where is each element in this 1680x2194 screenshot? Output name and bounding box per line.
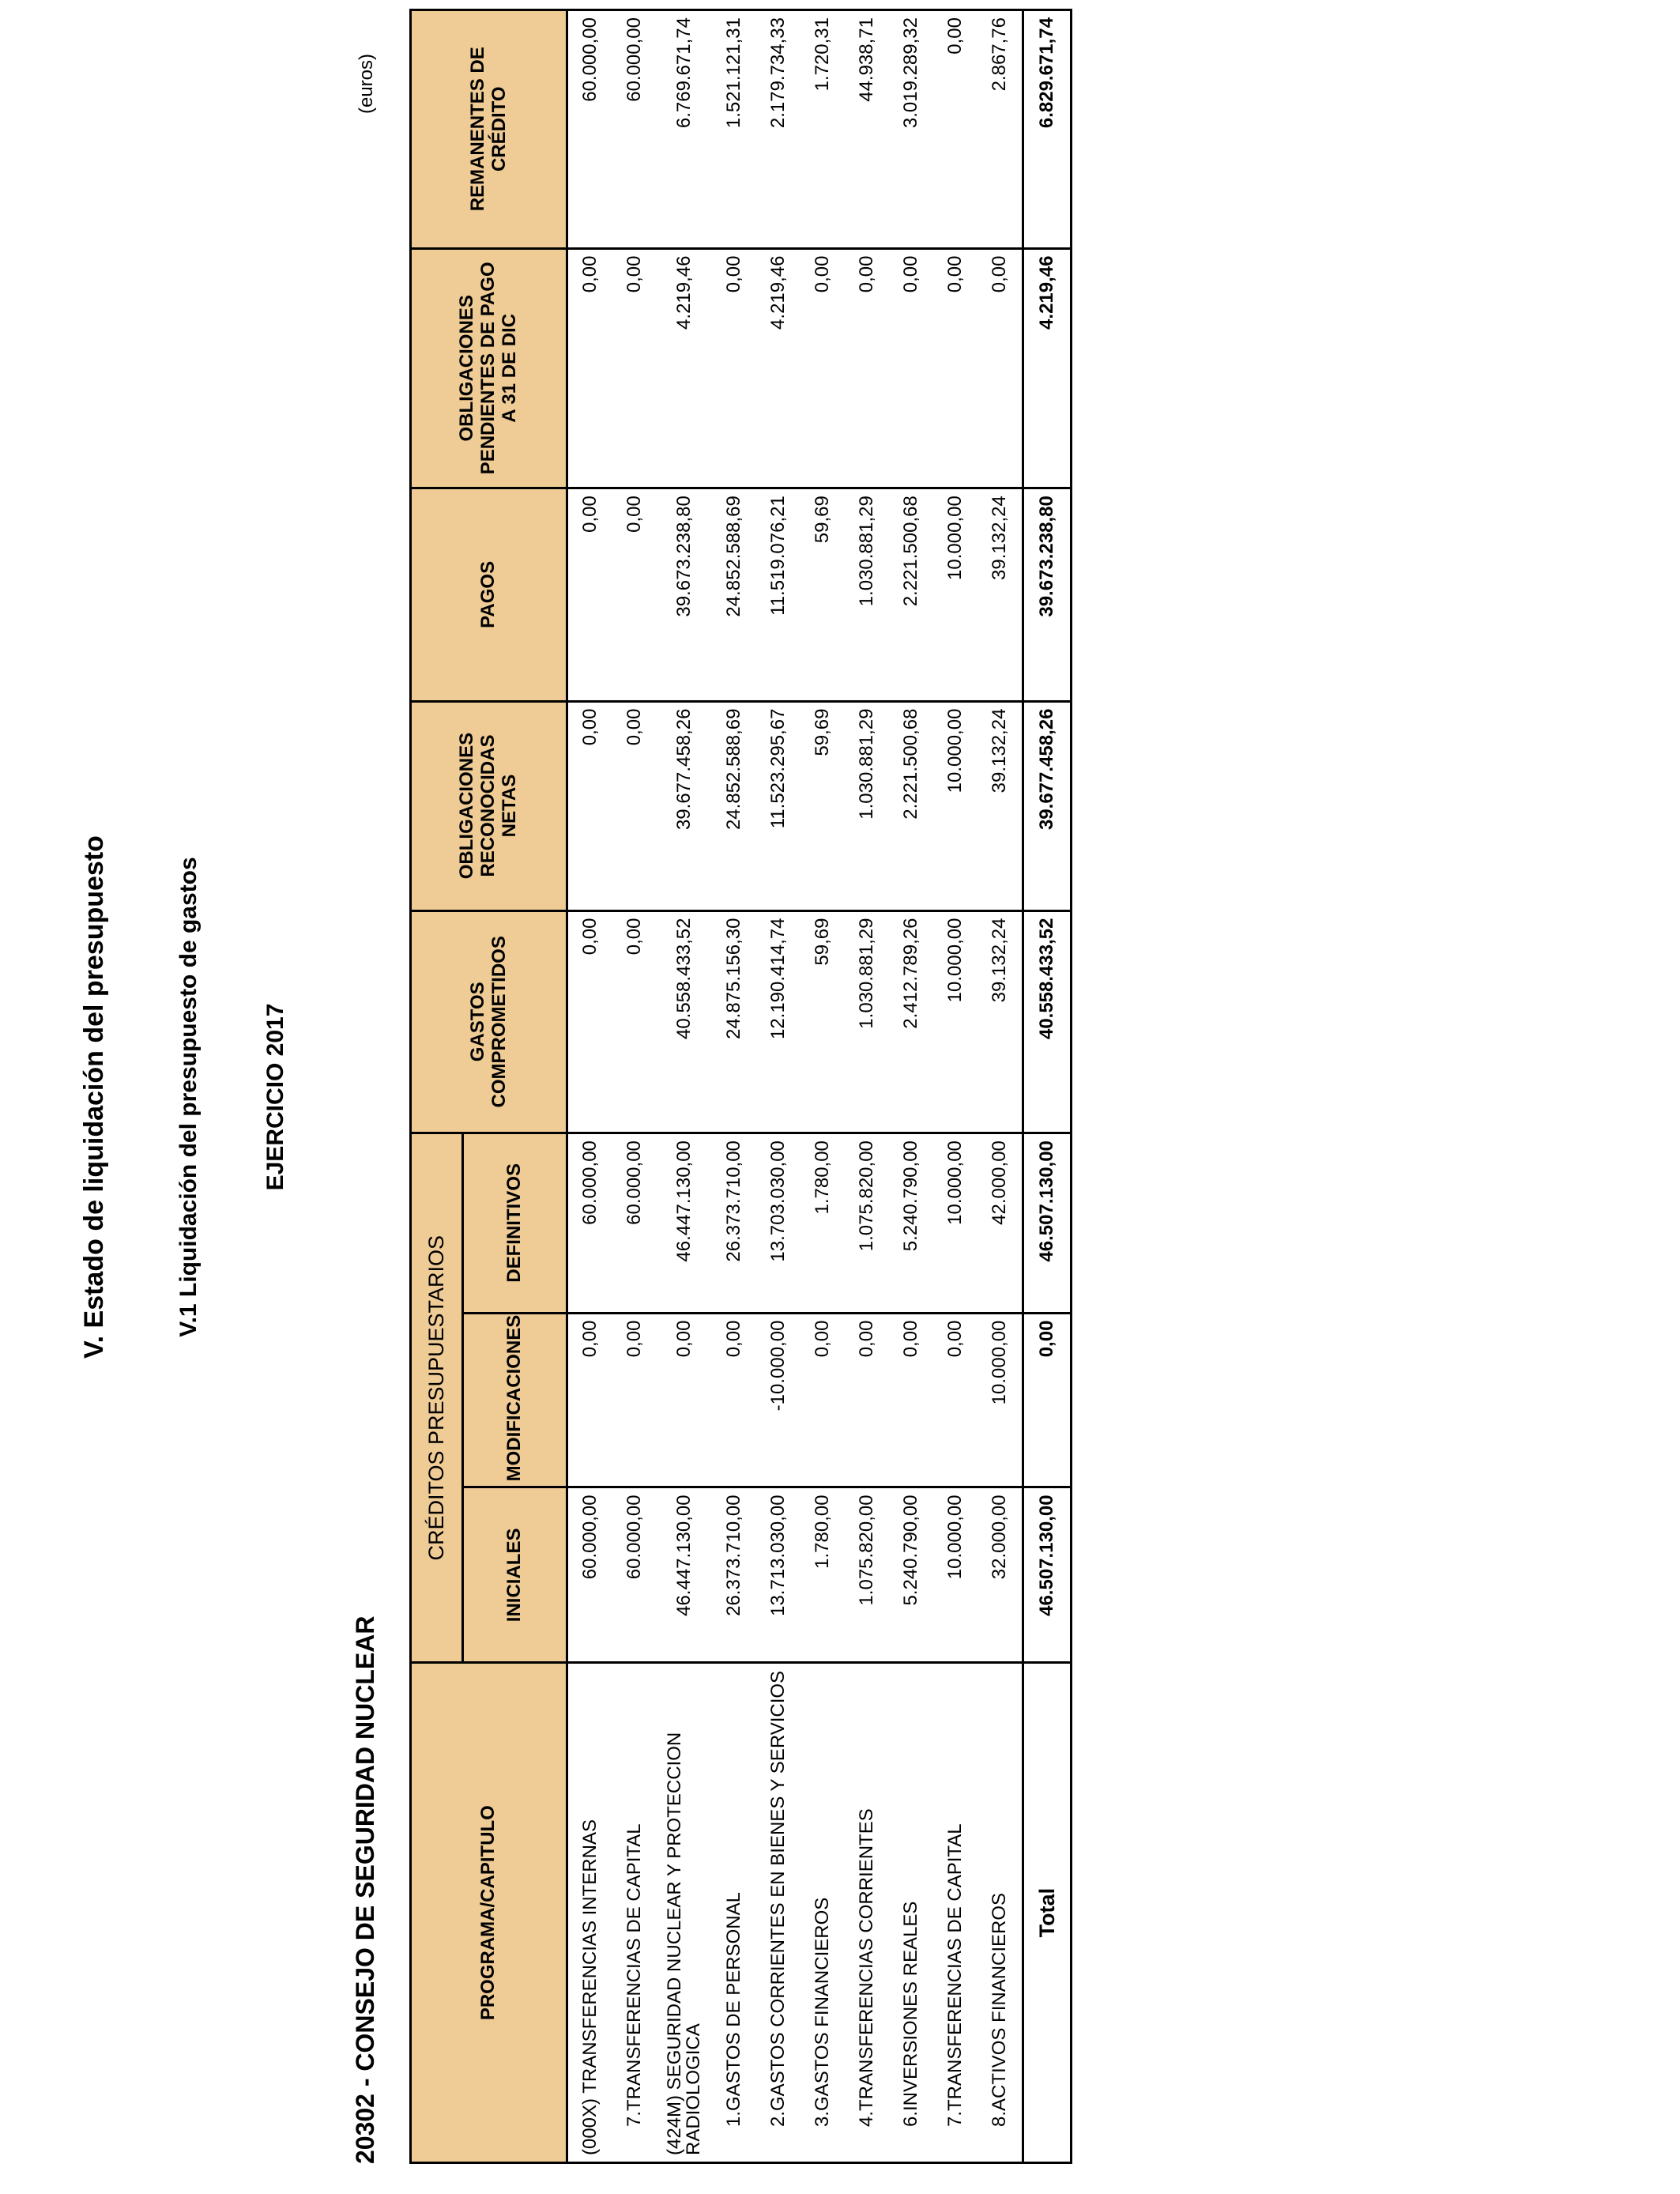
- cell-comprometidos: 0,00: [612, 910, 657, 1133]
- cell-remanentes: 60.000,00: [567, 10, 613, 249]
- cell-modificaciones: 0,00: [800, 1313, 845, 1487]
- header-remanentes: REMANENTES DE CRÉDITO: [411, 10, 567, 249]
- cell-reconocidas: 0,00: [612, 701, 657, 910]
- table-row: [612, 10, 657, 2163]
- cell-modificaciones: 0,00: [712, 1313, 756, 1487]
- cell-pendientes: 0,00: [977, 248, 1023, 488]
- cell-definitivos: 1.780,00: [800, 1133, 845, 1313]
- header-definitivos: DEFINITIVOS: [463, 1133, 567, 1313]
- cell-iniciales: 32.000,00: [977, 1487, 1023, 1663]
- cell-iniciales: 1.075.820,00: [845, 1487, 889, 1663]
- cell-reconocidas: 11.523.295,67: [756, 701, 800, 910]
- total-pendientes: 4.219,46: [1023, 248, 1072, 488]
- total-reconocidas: 39.677.458,26: [1023, 701, 1072, 910]
- cell-definitivos: 10.000,00: [933, 1133, 977, 1313]
- row-label: 7.TRANSFERENCIAS DE CAPITAL: [612, 1663, 657, 2163]
- units-label: (euros): [356, 53, 377, 114]
- cell-definitivos: 26.373.710,00: [712, 1133, 756, 1313]
- row-label: (424M) SEGURIDAD NUCLEAR Y PROTECCION RADIOLOGICA: [657, 1663, 712, 2163]
- table-row: [756, 10, 800, 2163]
- header-pagos: PAGOS: [411, 488, 567, 701]
- cell-remanentes: 0,00: [933, 10, 977, 249]
- header-iniciales: INICIALES: [463, 1487, 567, 1663]
- cell-iniciales: 26.373.710,00: [712, 1487, 756, 1663]
- row-label: 6.INVERSIONES REALES: [889, 1663, 933, 2163]
- cell-pendientes: 0,00: [889, 248, 933, 488]
- header-creditos: CRÉDITOS PRESUPUESTARIOS: [411, 1133, 463, 1663]
- section-title: V. Estado de liquidación del presupuesto: [79, 835, 109, 1359]
- cell-pendientes: 0,00: [800, 248, 845, 488]
- total-comprometidos: 40.558.433,52: [1023, 910, 1072, 1133]
- cell-comprometidos: 1.030.881,29: [845, 910, 889, 1133]
- cell-iniciales: 13.713.030,00: [756, 1487, 800, 1663]
- cell-comprometidos: 0,00: [567, 910, 613, 1133]
- cell-pagos: 0,00: [612, 488, 657, 701]
- cell-definitivos: 60.000,00: [612, 1133, 657, 1313]
- cell-remanentes: 60.000,00: [612, 10, 657, 249]
- cell-modificaciones: 0,00: [567, 1313, 613, 1487]
- cell-modificaciones: 0,00: [933, 1313, 977, 1487]
- cell-iniciales: 46.447.130,00: [657, 1487, 712, 1663]
- cell-comprometidos: 59,69: [800, 910, 845, 1133]
- cell-comprometidos: 2.412.789,26: [889, 910, 933, 1133]
- cell-pagos: 1.030.881,29: [845, 488, 889, 701]
- table-row: [933, 10, 977, 2163]
- cell-reconocidas: 1.030.881,29: [845, 701, 889, 910]
- table-row: [889, 10, 933, 2163]
- row-label: (000X) TRANSFERENCIAS INTERNAS: [567, 1663, 613, 2163]
- cell-iniciales: 60.000,00: [612, 1487, 657, 1663]
- cell-pagos: 59,69: [800, 488, 845, 701]
- cell-modificaciones: 0,00: [889, 1313, 933, 1487]
- table-row: [977, 10, 1023, 2163]
- cell-definitivos: 46.447.130,00: [657, 1133, 712, 1313]
- cell-pagos: 39.673.238,80: [657, 488, 712, 701]
- cell-pagos: 39.132,24: [977, 488, 1023, 701]
- cell-pendientes: 4.219,46: [756, 248, 800, 488]
- cell-pendientes: 4.219,46: [657, 248, 712, 488]
- cell-pendientes: 0,00: [612, 248, 657, 488]
- cell-iniciales: 60.000,00: [567, 1487, 613, 1663]
- cell-modificaciones: -10.000,00: [756, 1313, 800, 1487]
- cell-reconocidas: 10.000,00: [933, 701, 977, 910]
- cell-pendientes: 0,00: [567, 248, 613, 488]
- header-comprometidos: GASTOS COMPROMETIDOS: [411, 910, 567, 1133]
- cell-definitivos: 42.000,00: [977, 1133, 1023, 1313]
- cell-pagos: 2.221.500,68: [889, 488, 933, 701]
- cell-remanentes: 2.867,76: [977, 10, 1023, 249]
- cell-iniciales: 10.000,00: [933, 1487, 977, 1663]
- cell-remanentes: 44.938,71: [845, 10, 889, 249]
- cell-reconocidas: 59,69: [800, 701, 845, 910]
- subsection-title: V.1 Liquidación del presupuesto de gastos: [175, 857, 202, 1337]
- cell-comprometidos: 40.558.433,52: [657, 910, 712, 1133]
- cell-pendientes: 0,00: [845, 248, 889, 488]
- cell-definitivos: 5.240.790,00: [889, 1133, 933, 1313]
- cell-modificaciones: 10.000,00: [977, 1313, 1023, 1487]
- cell-reconocidas: 2.221.500,68: [889, 701, 933, 910]
- cell-pendientes: 0,00: [712, 248, 756, 488]
- cell-comprometidos: 24.875.156,30: [712, 910, 756, 1133]
- header-pendientes: OBLIGACIONES PENDIENTES DE PAGO A 31 DE DIC: [411, 248, 567, 488]
- cell-pagos: 11.519.076,21: [756, 488, 800, 701]
- cell-comprometidos: 10.000,00: [933, 910, 977, 1133]
- row-label: 8.ACTIVOS FINANCIEROS: [977, 1663, 1023, 2163]
- table-row: [567, 10, 613, 2163]
- cell-reconocidas: 0,00: [567, 701, 613, 910]
- cell-remanentes: 2.179.734,33: [756, 10, 800, 249]
- row-label: 2.GASTOS CORRIENTES EN BIENES Y SERVICIOS: [756, 1663, 800, 2163]
- row-label: 4.TRANSFERENCIAS CORRIENTES: [845, 1663, 889, 2163]
- table-row: [657, 10, 712, 2163]
- row-label: 3.GASTOS FINANCIEROS: [800, 1663, 845, 2163]
- cell-reconocidas: 39.677.458,26: [657, 701, 712, 910]
- cell-pagos: 10.000,00: [933, 488, 977, 701]
- table-row: [845, 10, 889, 2163]
- cell-iniciales: 1.780,00: [800, 1487, 845, 1663]
- cell-modificaciones: 0,00: [657, 1313, 712, 1487]
- cell-remanentes: 3.019.289,32: [889, 10, 933, 249]
- cell-remanentes: 1.521.121,31: [712, 10, 756, 249]
- total-row: [1023, 10, 1072, 2163]
- total-definitivos: 46.507.130,00: [1023, 1133, 1072, 1313]
- header-reconocidas: OBLIGACIONES RECONOCIDAS NETAS: [411, 701, 567, 910]
- header-modificaciones: MODIFICACIONES: [463, 1313, 567, 1487]
- cell-definitivos: 13.703.030,00: [756, 1133, 800, 1313]
- cell-pagos: 24.852.588,69: [712, 488, 756, 701]
- cell-definitivos: 60.000,00: [567, 1133, 613, 1313]
- cell-definitivos: 1.075.820,00: [845, 1133, 889, 1313]
- cell-pagos: 0,00: [567, 488, 613, 701]
- cell-modificaciones: 0,00: [845, 1313, 889, 1487]
- table-row: [712, 10, 756, 2163]
- total-label: Total: [1023, 1663, 1072, 2163]
- total-iniciales: 46.507.130,00: [1023, 1487, 1072, 1663]
- total-pagos: 39.673.238,80: [1023, 488, 1072, 701]
- exercise-title: EJERCICIO 2017: [262, 1003, 288, 1191]
- cell-remanentes: 6.769.671,74: [657, 10, 712, 249]
- cell-comprometidos: 12.190.414,74: [756, 910, 800, 1133]
- cell-modificaciones: 0,00: [612, 1313, 657, 1487]
- cell-reconocidas: 24.852.588,69: [712, 701, 756, 910]
- organism-title: 20302 - CONSEJO DE SEGURIDAD NUCLEAR: [351, 1615, 379, 2164]
- total-modificaciones: 0,00: [1023, 1313, 1072, 1487]
- budget-table: [409, 9, 1072, 2164]
- cell-iniciales: 5.240.790,00: [889, 1487, 933, 1663]
- cell-reconocidas: 39.132,24: [977, 701, 1023, 910]
- cell-pendientes: 0,00: [933, 248, 977, 488]
- cell-comprometidos: 39.132,24: [977, 910, 1023, 1133]
- row-label: 1.GASTOS DE PERSONAL: [712, 1663, 756, 2163]
- table-row: [800, 10, 845, 2163]
- total-remanentes: 6.829.671,74: [1023, 10, 1072, 249]
- cell-remanentes: 1.720,31: [800, 10, 845, 249]
- header-programa: PROGRAMA/CAPITULO: [411, 1663, 567, 2163]
- row-label: 7.TRANSFERENCIAS DE CAPITAL: [933, 1663, 977, 2163]
